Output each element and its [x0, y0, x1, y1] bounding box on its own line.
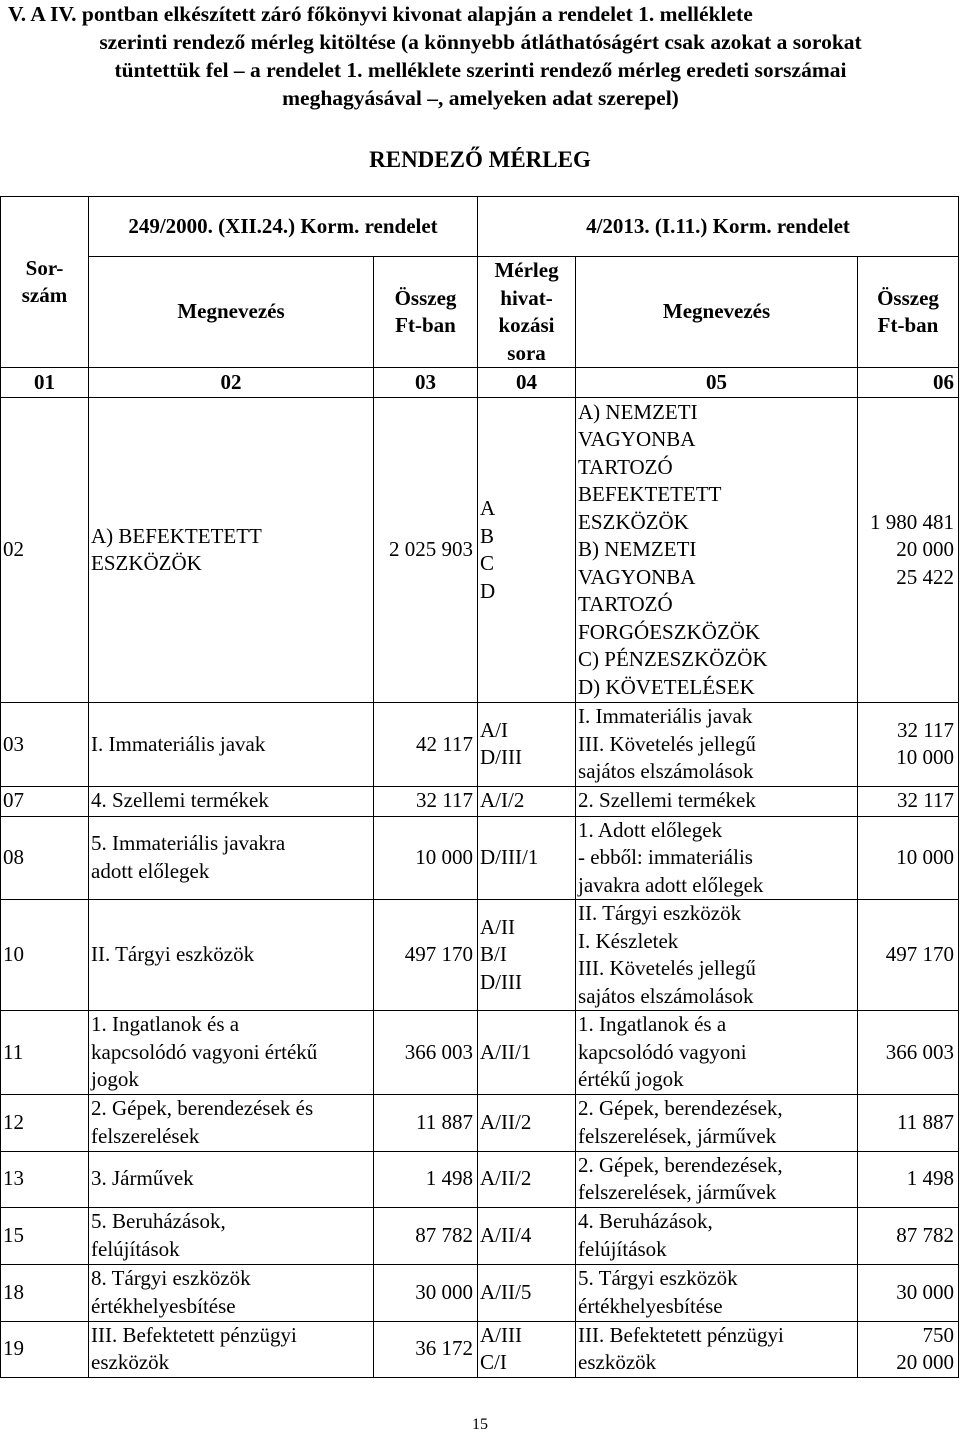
row-merleg-ref-text: A/II/2 — [480, 1109, 532, 1134]
header-osszeg-2-text: Összeg Ft-ban — [877, 285, 939, 337]
intro-line-3: tüntettük fel – a rendelet 1. melléklete szerinti rendező mérleg eredeti sorszámai — [114, 58, 847, 82]
table-row — [1, 816, 959, 900]
column-code: 04 — [478, 368, 576, 398]
row-megnevezes-2 — [576, 1151, 858, 1207]
header-osszeg-2 — [858, 257, 959, 368]
column-code: 03 — [374, 368, 478, 398]
header-sorszam — [1, 197, 89, 368]
row-osszeg-text: 366 003 — [404, 1039, 474, 1064]
row-megnevezes-2-text: II. Tárgyi eszközök I. Készletek III. Követelés jellegű sajátos elszámolások — [578, 901, 756, 1008]
row-megnevezes-text: II. Tárgyi eszközök — [91, 942, 255, 967]
row-osszeg — [374, 900, 478, 1011]
row-megnevezes-2 — [576, 816, 858, 900]
row-megnevezes-2-text: III. Befektetett pénzügyi eszközök — [578, 1322, 784, 1374]
table-row — [1, 398, 959, 703]
row-megnevezes-2 — [576, 398, 858, 703]
row-osszeg-text: 1 498 — [425, 1166, 474, 1191]
row-megnevezes-2-text: 2. Szellemi termékek — [578, 788, 756, 813]
row-megnevezes-2-text: 5. Tárgyi eszközök értékhelyesbítése — [578, 1266, 738, 1318]
page-number: 15 — [472, 1416, 488, 1433]
row-osszeg-2-text: 497 170 — [885, 942, 955, 967]
row-sorszam — [1, 786, 89, 816]
row-megnevezes — [89, 1011, 374, 1095]
row-osszeg — [374, 1011, 478, 1095]
row-merleg-ref-text: D/III/1 — [480, 845, 539, 869]
row-merleg-ref-text: A B C D — [480, 496, 496, 603]
row-megnevezes — [89, 900, 374, 1011]
row-megnevezes-2 — [576, 1321, 858, 1377]
row-megnevezes-text: 5. Beruházások, felújítások — [91, 1209, 226, 1261]
row-osszeg-2 — [858, 816, 959, 900]
table-row — [1, 1264, 959, 1321]
row-megnevezes-text: 2. Gépek, berendezések és felszerelések — [91, 1096, 314, 1148]
row-merleg-ref — [478, 703, 576, 787]
row-osszeg-text: 11 887 — [416, 1109, 474, 1134]
row-osszeg-2-text: 32 117 10 000 — [896, 717, 955, 770]
row-sorszam-text: 02 — [3, 537, 24, 562]
table-row — [1, 1207, 959, 1264]
row-sorszam — [1, 703, 89, 787]
row-merleg-ref-text: A/II/4 — [480, 1222, 532, 1247]
row-osszeg-2 — [858, 1321, 959, 1377]
row-sorszam — [1, 1321, 89, 1377]
row-osszeg-text: 2 025 903 — [389, 537, 474, 562]
table-row — [1, 1094, 959, 1151]
row-sorszam-text: 03 — [3, 731, 24, 756]
header-row-columns — [1, 257, 959, 368]
row-megnevezes-text: 5. Immateriális javakra adott előlegek — [91, 831, 286, 883]
row-megnevezes-2 — [576, 786, 858, 816]
row-merleg-ref — [478, 398, 576, 703]
row-osszeg-2 — [858, 1207, 959, 1264]
row-osszeg-2-text: 32 117 — [897, 788, 955, 813]
row-merleg-ref — [478, 816, 576, 900]
row-megnevezes — [89, 1264, 374, 1321]
row-osszeg-text: 30 000 — [415, 1279, 474, 1304]
column-code: 01 — [1, 368, 89, 398]
row-osszeg-2 — [858, 1264, 959, 1321]
row-megnevezes-2-text: 1. Adott előlegek - ebből: immateriális javakra adott előlegek — [578, 817, 764, 897]
row-sorszam — [1, 1011, 89, 1095]
row-merleg-ref-text: A/II/5 — [480, 1279, 532, 1304]
row-sorszam-text: 13 — [3, 1166, 24, 1191]
row-osszeg-2-text: 11 887 — [897, 1109, 955, 1134]
table-row — [1, 703, 959, 787]
table-row — [1, 786, 959, 816]
row-sorszam-text: 18 — [3, 1279, 24, 1304]
row-sorszam — [1, 1264, 89, 1321]
row-megnevezes — [89, 1094, 374, 1151]
row-osszeg — [374, 1264, 478, 1321]
row-osszeg-2-text: 750 20 000 — [896, 1322, 955, 1374]
intro-text — [8, 0, 953, 112]
row-megnevezes-text: III. Befektetett pénzügyi eszközök — [91, 1322, 297, 1374]
row-megnevezes-2 — [576, 1011, 858, 1095]
page-title: RENDEZŐ MÉRLEG — [369, 147, 591, 172]
balance-table — [0, 196, 959, 1378]
row-osszeg — [374, 1321, 478, 1377]
row-osszeg-2 — [858, 1094, 959, 1151]
row-osszeg — [374, 1151, 478, 1207]
row-merleg-ref — [478, 786, 576, 816]
row-megnevezes-2 — [576, 900, 858, 1011]
row-sorszam — [1, 900, 89, 1011]
row-osszeg — [374, 816, 478, 900]
row-osszeg-text: 497 170 — [404, 942, 474, 967]
header-osszeg-text: Összeg Ft-ban — [394, 285, 457, 337]
row-megnevezes — [89, 1321, 374, 1377]
row-merleg-ref — [478, 900, 576, 1011]
header-right-group: 4/2013. (I.11.) Korm. rendelet — [478, 197, 959, 257]
row-osszeg — [374, 786, 478, 816]
header-sorszam-text: Sor- szám — [21, 255, 68, 307]
row-osszeg-text: 87 782 — [415, 1222, 474, 1247]
row-merleg-ref — [478, 1321, 576, 1377]
row-merleg-ref-text: A/I D/III — [480, 717, 522, 770]
intro-line-1: V. A IV. pontban elkészített záró főkönyvi kivonat alapján a rendelet 1. melléklete — [8, 2, 753, 26]
header-osszeg — [374, 257, 478, 368]
row-megnevezes-2-text: 2. Gépek, berendezések, felszerelések, járművek — [578, 1152, 783, 1204]
row-sorszam-text: 08 — [3, 845, 24, 869]
row-merleg-ref-text: A/III C/I — [480, 1322, 522, 1374]
row-osszeg-2 — [858, 1151, 959, 1207]
row-osszeg-2-text: 10 000 — [896, 845, 955, 869]
row-osszeg — [374, 1207, 478, 1264]
row-merleg-ref — [478, 1207, 576, 1264]
row-megnevezes-2-text: A) NEMZETI VAGYONBA TARTOZÓ BEFEKTETETT ESZKÖZÖK B) NEMZETI VAGYONBA TARTOZÓ FORGÓESZKÖZÖK C) PÉNZESZKÖZÖK D) KÖVETELÉSEK — [578, 399, 768, 699]
header-megnevezes-2: Megnevezés — [576, 257, 858, 368]
row-megnevezes-text: 4. Szellemi termékek — [91, 788, 269, 813]
row-megnevezes-2 — [576, 1094, 858, 1151]
table-row — [1, 1011, 959, 1095]
row-osszeg — [374, 703, 478, 787]
row-osszeg-2 — [858, 786, 959, 816]
row-osszeg-2 — [858, 1011, 959, 1095]
row-merleg-ref — [478, 1151, 576, 1207]
row-sorszam-text: 07 — [3, 788, 24, 813]
row-osszeg-2-text: 30 000 — [896, 1279, 955, 1304]
table-row — [1, 1321, 959, 1377]
row-osszeg-2-text: 366 003 — [885, 1039, 955, 1064]
intro-line-2: szerinti rendező mérleg kitöltése (a könnyebb átláthatóságért csak azokat a sorokat — [99, 30, 862, 54]
row-merleg-ref-text: A/I/2 — [480, 788, 525, 813]
row-megnevezes-2 — [576, 1264, 858, 1321]
row-osszeg-2-text: 87 782 — [896, 1222, 955, 1247]
row-sorszam — [1, 398, 89, 703]
row-megnevezes-text: I. Immateriális javak — [91, 731, 266, 756]
header-left-group: 249/2000. (XII.24.) Korm. rendelet — [89, 197, 478, 257]
row-osszeg-2 — [858, 703, 959, 787]
row-osszeg-text: 32 117 — [416, 788, 474, 813]
column-code: 06 — [858, 368, 959, 398]
header-megnevezes: Megnevezés — [89, 257, 374, 368]
row-megnevezes — [89, 786, 374, 816]
row-osszeg-2-text: 1 980 481 20 000 25 422 — [870, 509, 955, 589]
row-megnevezes — [89, 816, 374, 900]
row-merleg-ref — [478, 1094, 576, 1151]
row-osszeg-2 — [858, 398, 959, 703]
row-osszeg — [374, 1094, 478, 1151]
row-megnevezes — [89, 398, 374, 703]
row-megnevezes-2-text: 1. Ingatlanok és a kapcsolódó vagyoni értékű jogok — [578, 1012, 747, 1091]
row-osszeg-2-text: 1 498 — [906, 1166, 955, 1191]
row-sorszam-text: 11 — [3, 1039, 24, 1064]
row-merleg-ref — [478, 1264, 576, 1321]
row-sorszam-text: 15 — [3, 1222, 24, 1247]
row-sorszam — [1, 816, 89, 900]
row-osszeg-2 — [858, 900, 959, 1011]
row-megnevezes-text: A) BEFEKTETETT ESZKÖZÖK — [91, 523, 262, 575]
row-merleg-ref — [478, 1011, 576, 1095]
row-megnevezes-2 — [576, 1207, 858, 1264]
header-merleg-ref-text: Mérleg hivat- kozási sora — [494, 258, 559, 365]
header-row-groups — [1, 197, 959, 257]
row-megnevezes-text: 8. Tárgyi eszközök értékhelyesbítése — [91, 1266, 251, 1318]
row-osszeg-text: 10 000 — [415, 845, 474, 869]
row-megnevezes-2 — [576, 703, 858, 787]
table-row — [1, 900, 959, 1011]
row-megnevezes-text: 3. Járművek — [91, 1166, 194, 1191]
intro-line-4: meghagyásával –, amelyeken adat szerepel) — [282, 86, 679, 110]
row-megnevezes-2-text: 4. Beruházások, felújítások — [578, 1209, 713, 1261]
column-code: 02 — [89, 368, 374, 398]
table-row — [1, 1151, 959, 1207]
row-sorszam-text: 12 — [3, 1109, 24, 1134]
row-osszeg-text: 42 117 — [416, 731, 474, 756]
row-osszeg — [374, 398, 478, 703]
row-sorszam-text: 19 — [3, 1336, 24, 1361]
balance-table-body — [1, 197, 959, 1378]
row-sorszam — [1, 1151, 89, 1207]
row-sorszam-text: 10 — [3, 942, 24, 967]
row-megnevezes-2-text: I. Immateriális javak III. Követelés jellegű sajátos elszámolások — [578, 704, 756, 783]
row-sorszam — [1, 1207, 89, 1264]
row-megnevezes-text: 1. Ingatlanok és a kapcsolódó vagyoni értékű jogok — [91, 1012, 318, 1091]
row-merleg-ref-text: A/II B/I D/III — [480, 914, 522, 994]
row-merleg-ref-text: A/II/1 — [480, 1039, 532, 1064]
row-megnevezes-2-text: 2. Gépek, berendezések, felszerelések, járművek — [578, 1096, 783, 1148]
header-merleg-ref — [478, 257, 576, 368]
row-megnevezes — [89, 1151, 374, 1207]
row-osszeg-text: 36 172 — [415, 1336, 474, 1361]
row-sorszam — [1, 1094, 89, 1151]
row-megnevezes — [89, 1207, 374, 1264]
column-code-row — [1, 368, 959, 398]
row-merleg-ref-text: A/II/2 — [480, 1166, 532, 1191]
row-megnevezes — [89, 703, 374, 787]
column-code: 05 — [576, 368, 858, 398]
